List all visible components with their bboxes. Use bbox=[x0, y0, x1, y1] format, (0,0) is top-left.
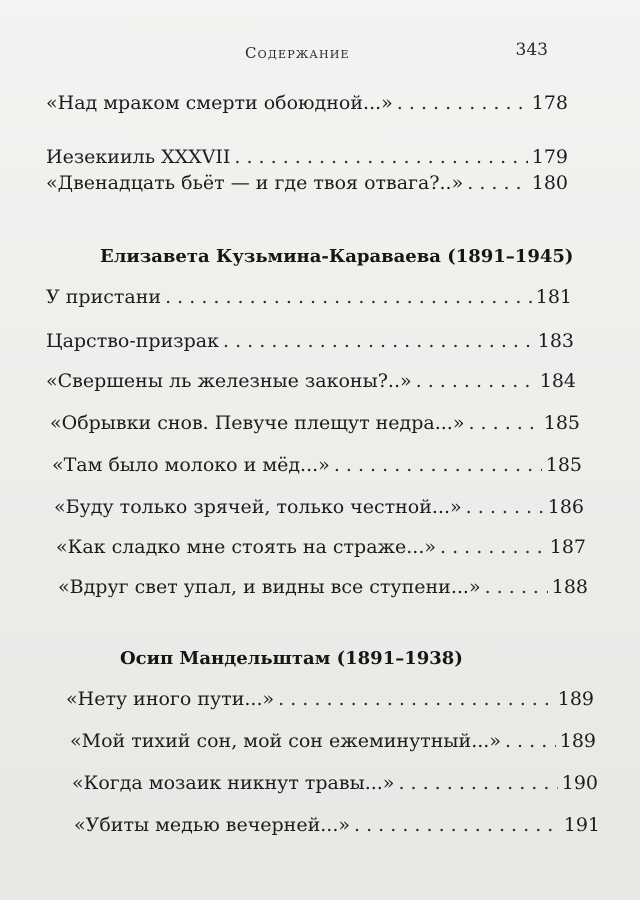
entry-page: 187 bbox=[549, 536, 586, 558]
entry-title: «Когда мозаик никнут травы...» bbox=[72, 772, 395, 794]
dot-leader bbox=[467, 168, 528, 198]
entry-page: 184 bbox=[539, 370, 576, 392]
entry-page: 178 bbox=[531, 92, 568, 114]
entry-page: 191 bbox=[563, 814, 600, 836]
dot-leader bbox=[440, 532, 546, 562]
entry-page: 186 bbox=[547, 496, 584, 518]
toc-entry bbox=[70, 726, 596, 756]
entry-title: «Вдруг свет упал, и видны все ступени...» bbox=[58, 576, 481, 598]
toc-entry bbox=[74, 810, 600, 840]
entry-page: 181 bbox=[535, 286, 572, 308]
dot-leader bbox=[485, 572, 548, 602]
entry-title: «Нету иного пути...» bbox=[66, 688, 275, 710]
entry-title: «Двенадцать бьёт — и где твоя отвага?..» bbox=[46, 172, 464, 194]
toc-entry bbox=[54, 492, 584, 522]
toc-entry bbox=[46, 366, 576, 396]
toc-entry bbox=[66, 684, 594, 714]
dot-leader bbox=[165, 282, 532, 312]
dot-leader bbox=[505, 726, 556, 756]
page-number: 343 bbox=[515, 40, 548, 60]
entry-page: 190 bbox=[561, 772, 598, 794]
entry-title: «Буду только зрячей, только честной...» bbox=[54, 496, 462, 518]
section-heading: Осип Мандельштам (1891–1938) bbox=[120, 648, 463, 669]
dot-leader bbox=[354, 810, 560, 840]
entry-title: «Над мраком смерти обоюдной...» bbox=[46, 92, 393, 114]
toc-entry bbox=[46, 282, 572, 312]
toc-entry bbox=[72, 768, 598, 798]
dot-leader bbox=[278, 684, 554, 714]
dot-leader bbox=[223, 326, 534, 356]
entry-title: Иезекииль XXXVII bbox=[46, 146, 231, 168]
toc-entry bbox=[46, 168, 568, 198]
entry-page: 185 bbox=[543, 412, 580, 434]
dot-leader bbox=[416, 366, 536, 396]
toc-entry bbox=[46, 88, 568, 118]
dot-leader bbox=[466, 492, 544, 522]
toc-entry bbox=[52, 450, 582, 480]
entry-title: «Свершены ль железные законы?..» bbox=[46, 370, 412, 392]
entry-title: «Убиты медью вечерней...» bbox=[74, 814, 351, 836]
dot-leader bbox=[397, 88, 528, 118]
section-heading: Елизавета Кузьмина-Караваева (1891–1945) bbox=[100, 246, 574, 267]
dot-leader bbox=[334, 450, 542, 480]
toc-entry bbox=[58, 572, 588, 602]
entry-title: «Обрывки снов. Певуче плещут недра...» bbox=[50, 412, 465, 434]
entry-title: «Как сладко мне стоять на страже...» bbox=[56, 536, 436, 558]
running-head: Содержание bbox=[245, 44, 350, 62]
entry-page: 189 bbox=[557, 688, 594, 710]
dot-leader bbox=[468, 408, 539, 438]
entry-title: «Там было молоко и мёд...» bbox=[52, 454, 330, 476]
dot-leader bbox=[398, 768, 557, 798]
entry-page: 185 bbox=[545, 454, 582, 476]
entry-page: 183 bbox=[537, 330, 574, 352]
toc-entry bbox=[56, 532, 586, 562]
toc-entry bbox=[46, 326, 574, 356]
entry-title: Царство-призрак bbox=[46, 330, 219, 352]
entry-page: 179 bbox=[531, 146, 568, 168]
entry-page: 188 bbox=[551, 576, 588, 598]
entry-page: 189 bbox=[559, 730, 596, 752]
entry-title: У пристани bbox=[46, 286, 162, 308]
toc-entry bbox=[50, 408, 580, 438]
entry-page: 180 bbox=[531, 172, 568, 194]
entry-title: «Мой тихий сон, мой сон ежеминутный...» bbox=[70, 730, 501, 752]
